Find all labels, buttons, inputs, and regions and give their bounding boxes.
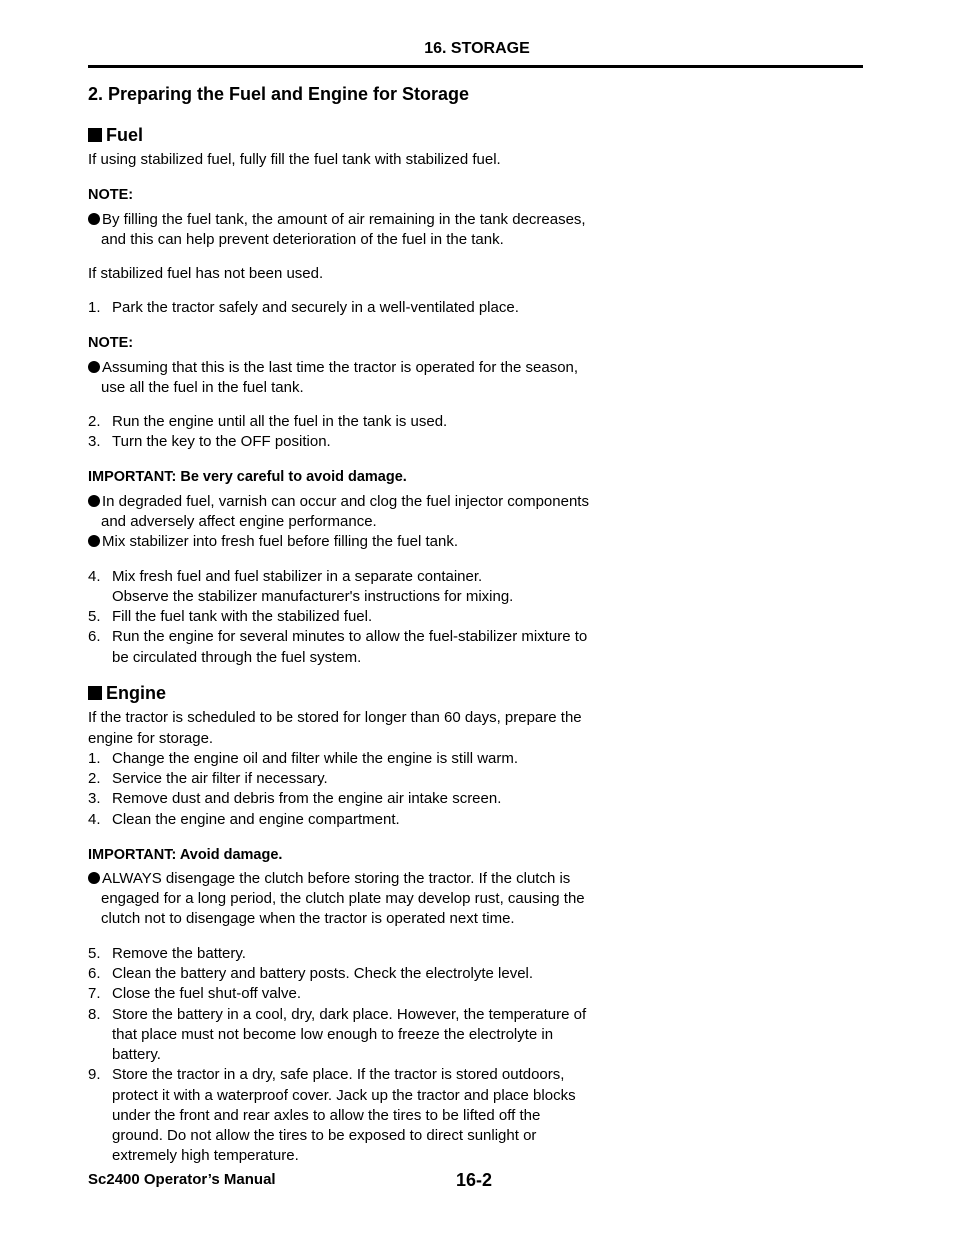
- fuel-step-6: 6. Run the engine for several minutes to allow the fuel-stabilizer mixture to: [88, 628, 588, 645]
- header-rule: [88, 65, 863, 68]
- engine-step-8-cont: battery.: [112, 1046, 161, 1063]
- engine-step-2: 2. Service the air filter if necessary.: [88, 770, 328, 787]
- footer-manual-title: Sc2400 Operator’s Manual: [88, 1171, 276, 1188]
- engine-step-9-cont: protect it with a waterproof cover. Jack up the tractor and place blocks: [112, 1087, 576, 1104]
- square-bullet-icon: [88, 128, 102, 142]
- engine-step-9-cont: under the front and rear axles to allow the tires to be lifted off the: [112, 1107, 541, 1124]
- bullet-dot-icon: [88, 872, 100, 884]
- fuel-step-1: 1. Park the tractor safely and securely in a well-ventilated place.: [88, 299, 519, 316]
- fuel-step-5: 5. Fill the fuel tank with the stabilized fuel.: [88, 608, 373, 625]
- bullet-dot-icon: [88, 495, 100, 507]
- bullet-dot-icon: [88, 213, 100, 225]
- note-bullet-cont: use all the fuel in the fuel tank.: [101, 379, 304, 396]
- important-bullet-cont: and adversely affect engine performance.: [101, 513, 377, 530]
- important-label: IMPORTANT: Avoid damage.: [88, 847, 283, 863]
- fuel-step-2: 2. Run the engine until all the fuel in the tank is used.: [88, 413, 448, 430]
- fuel-intro: If using stabilized fuel, fully fill the fuel tank with stabilized fuel.: [88, 151, 501, 168]
- engine-step-7: 7. Close the fuel shut-off valve.: [88, 985, 301, 1002]
- fuel-heading: Fuel: [88, 125, 143, 146]
- note-label: NOTE:: [88, 187, 134, 203]
- fuel-step-3: 3. Turn the key to the OFF position.: [88, 433, 331, 450]
- engine-step-9-cont: extremely high temperature.: [112, 1147, 299, 1164]
- note-label: NOTE:: [88, 335, 134, 351]
- important-bullet: In degraded fuel, varnish can occur and clog the fuel injector components: [88, 492, 589, 512]
- not-used-text: If stabilized fuel has not been used.: [88, 265, 324, 282]
- engine-intro-cont: engine for storage.: [88, 730, 214, 747]
- engine-step-3: 3. Remove dust and debris from the engine air intake screen.: [88, 790, 502, 807]
- engine-step-1: 1. Change the engine oil and filter while the engine is still warm.: [88, 750, 519, 767]
- bullet-dot-icon: [88, 535, 100, 547]
- important-bullet: ALWAYS disengage the clutch before storing the tractor. If the clutch is: [88, 869, 570, 889]
- note-bullet: By filling the fuel tank, the amount of air remaining in the tank decreases,: [88, 210, 586, 230]
- bullet-dot-icon: [88, 361, 100, 373]
- important-label: IMPORTANT: Be very careful to avoid damage.: [88, 469, 407, 485]
- fuel-step-4-cont: Observe the stabilizer manufacturer's instructions for mixing.: [112, 588, 514, 605]
- fuel-step-4: 4. Mix fresh fuel and fuel stabilizer in a separate container.: [88, 568, 483, 585]
- note-bullet-cont: and this can help prevent deterioration of the fuel in the tank.: [101, 231, 504, 248]
- engine-heading: Engine: [88, 683, 166, 704]
- engine-intro: If the tractor is scheduled to be stored for longer than 60 days, prepare the: [88, 709, 582, 726]
- square-bullet-icon: [88, 686, 102, 700]
- important-bullet: Mix stabilizer into fresh fuel before filling the fuel tank.: [88, 532, 458, 552]
- fuel-step-6-cont: be circulated through the fuel system.: [112, 649, 362, 666]
- engine-step-9-cont: ground. Do not allow the tires to be exposed to direct sunlight or: [112, 1127, 537, 1144]
- section-title: 2. Preparing the Fuel and Engine for Storage: [88, 84, 470, 104]
- note-bullet: Assuming that this is the last time the tractor is operated for the season,: [88, 358, 578, 378]
- engine-step-9: 9. Store the tractor in a dry, safe place. If the tractor is stored outdoors,: [88, 1066, 565, 1083]
- important-bullet-cont: engaged for a long period, the clutch plate may develop rust, causing the: [101, 890, 585, 907]
- page-header-title: 16. STORAGE: [424, 40, 530, 57]
- engine-step-8-cont: that place must not become low enough to freeze the electrolyte in: [112, 1026, 554, 1043]
- engine-step-4: 4. Clean the engine and engine compartment.: [88, 811, 400, 828]
- footer-page-number: 16-2: [456, 1170, 493, 1190]
- important-bullet-cont: clutch not to disengage when the tractor is operated next time.: [101, 910, 515, 927]
- engine-step-6: 6. Clean the battery and battery posts. Check the electrolyte level.: [88, 965, 534, 982]
- engine-step-5: 5. Remove the battery.: [88, 945, 246, 962]
- engine-step-8: 8. Store the battery in a cool, dry, dark place. However, the temperature of: [88, 1006, 587, 1023]
